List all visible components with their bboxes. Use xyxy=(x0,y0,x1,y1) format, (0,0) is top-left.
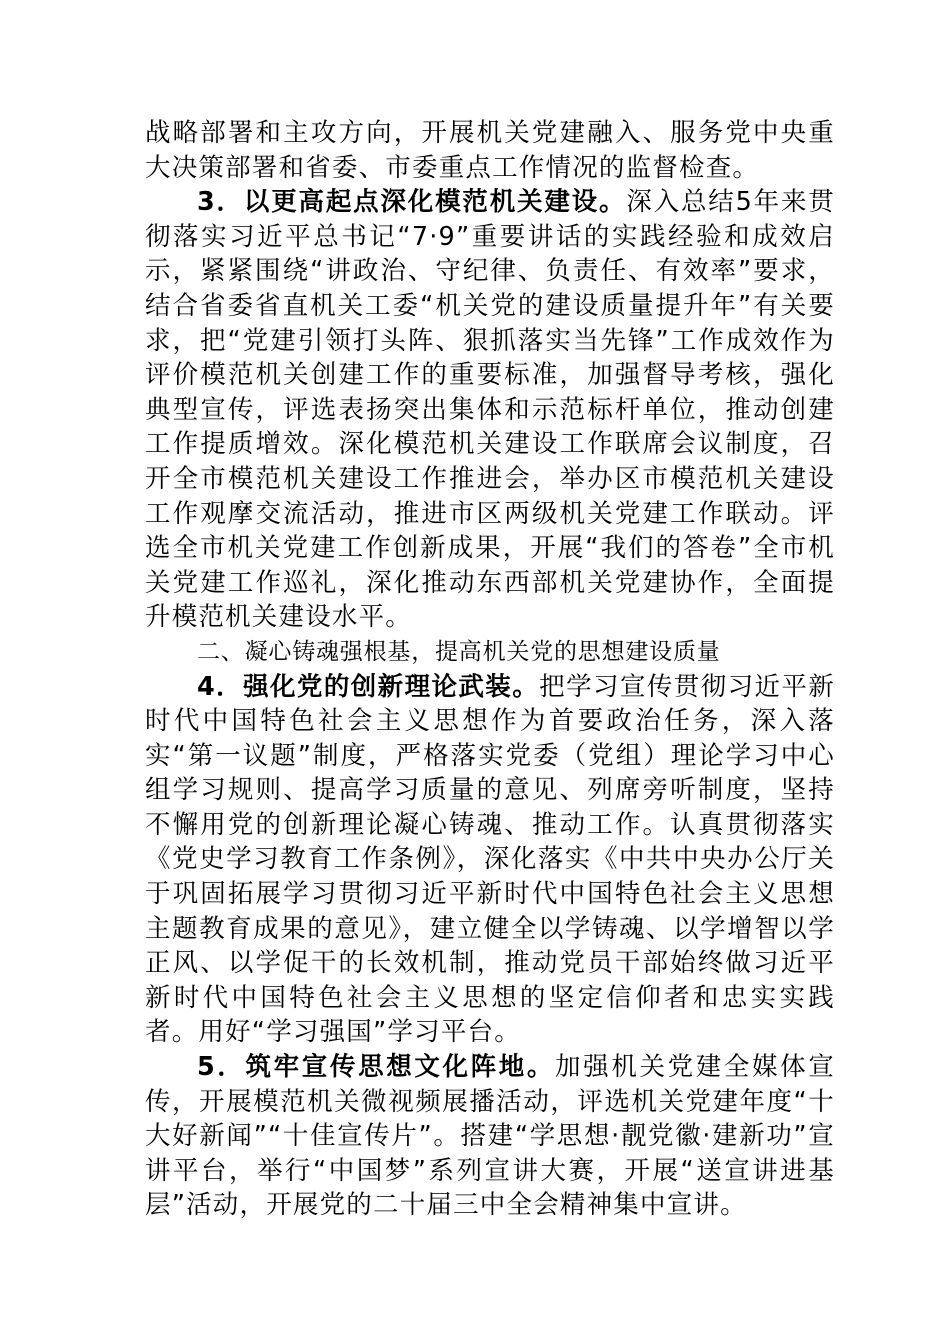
document-page xyxy=(145,116,835,1223)
item-5-body: 加强机关党建全媒体宣传，开展模范机关微视频展播活动，评选机关党建年度“十大好新闻”“十佳宣传片”。搭建“学思想·靓党徽·建新功”宣讲平台，举行“中国梦”系列宣讲大赛，开展“送宣讲进基层”活动，开展党的二十届三中全会精神集中宣讲。 xyxy=(145,1052,835,1221)
item-3-title: 3．以更高起点深化模范机关建设。 xyxy=(197,187,627,218)
paragraph-item-5 xyxy=(145,1050,835,1223)
item-4-body: 把学习宣传贯彻习近平新时代中国特色社会主义思想作为首要政治任务，深入落实“第一议题”制度，严格落实党委（党组）理论学习中心组学习规则、提高学习质量的意见、列席旁听制度，坚持不懈用党的创新理论凝心铸魂、推动工作。认真贯彻落实《党史学习教育工作条例》，深化落实《中共中央办公厅关于巩固拓展学习贯彻习近平新时代中国特色社会主义思想主题教育成果的意见》，建立健全以学铸魂、以学增智以学正风、以学促干的长效机制，推动党员干部始终做习近平新时代中国特色社会主义思想的坚定信仰者和忠实实践者。用好“学习强国”学习平台。 xyxy=(145,671,836,1048)
item-5-title: 5．筑牢宣传思想文化阵地。 xyxy=(197,1052,556,1083)
paragraph-item-4 xyxy=(145,670,835,1051)
paragraph-item-3 xyxy=(145,185,835,635)
paragraph-intro: 战略部署和主攻方向，开展机关党建融入、服务党中央重大决策部署和省委、市委重点工作情况的监督检查。 xyxy=(145,118,835,183)
item-3-body: 深入总结5年来贯彻落实习近平总书记“7·9”重要讲话的实践经验和成效启示，紧紧围绕“讲政治、守纪律、负责任、有效率”要求，结合省委省直机关工委“机关党的建设质量提升年”有关要求，把“党建引领打头阵、狠抓落实当先锋”工作成效作为评价模范机关创建工作的重要标准，加强督导考核，强化典型宣传，评选表扬突出集体和示范标杆单位，推动创建工作提质增效。深化模范机关建设工作联席会议制度，召开全市模范机关建设工作推进会，举办区市模范机关建设工作观摩交流活动，推进市区两级机关党建工作联动。评选全市机关党建工作创新成果，开展“我们的答卷”全市机关党建工作巡礼，深化推动东西部机关党建协作，全面提升模范机关建设水平。 xyxy=(145,187,835,633)
item-4-title: 4．强化党的创新理论武装。 xyxy=(197,671,540,702)
section-2-heading: 二、凝心铸魂强根基，提高机关党的思想建设质量 xyxy=(197,638,721,665)
